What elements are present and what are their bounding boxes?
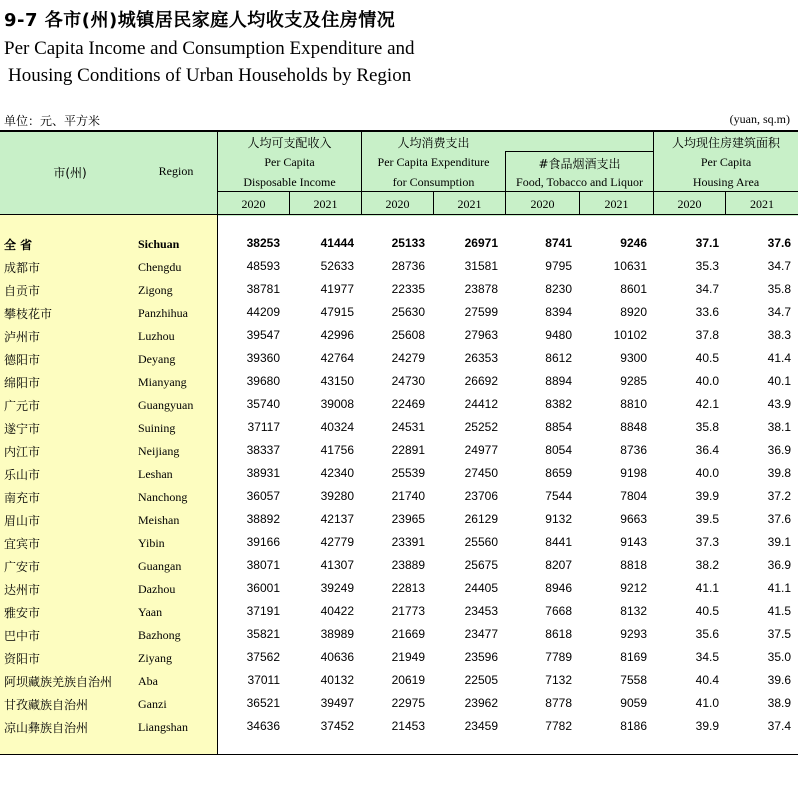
header-housing-en1: Per Capita bbox=[700, 155, 752, 169]
table-cell: 21773 bbox=[391, 604, 425, 618]
table-cell: 23878 bbox=[464, 282, 498, 296]
table-cell: 40422 bbox=[320, 604, 354, 618]
table-cell: 39497 bbox=[320, 696, 354, 710]
table-cell: 8169 bbox=[620, 650, 647, 664]
table-cell: 8054 bbox=[545, 443, 572, 457]
region-name-en: Deyang bbox=[138, 352, 176, 366]
table-cell: 22975 bbox=[391, 696, 425, 710]
region-name-en: Liangshan bbox=[138, 720, 188, 734]
table-cell: 26971 bbox=[464, 236, 498, 250]
header-year: 2020 bbox=[530, 197, 555, 211]
table-cell: 38253 bbox=[246, 236, 280, 250]
table-cell: 35.0 bbox=[767, 650, 791, 664]
region-name-cn: 遂宁市 bbox=[4, 422, 41, 436]
table-cell: 42764 bbox=[320, 351, 354, 365]
table-cell: 7132 bbox=[545, 673, 572, 687]
table-cell: 8186 bbox=[620, 719, 647, 733]
table-cell: 21453 bbox=[391, 719, 425, 733]
table-cell: 39547 bbox=[246, 328, 280, 342]
table-cell: 23459 bbox=[464, 719, 498, 733]
table-cell: 27963 bbox=[464, 328, 498, 342]
table-cell: 26353 bbox=[464, 351, 498, 365]
header-income-en1: Per Capita bbox=[264, 155, 315, 169]
table-cell: 26129 bbox=[464, 512, 498, 526]
table-cell: 34636 bbox=[246, 719, 280, 733]
table-cell: 35821 bbox=[246, 627, 280, 641]
table-cell: 36.9 bbox=[767, 558, 791, 572]
table-cell: 40.0 bbox=[695, 466, 719, 480]
table-cell: 35.8 bbox=[767, 282, 791, 296]
table-cell: 7668 bbox=[545, 604, 572, 618]
table-cell: 41.1 bbox=[695, 581, 719, 595]
region-name-en: Suining bbox=[138, 421, 176, 435]
header-income-en2: Disposable Income bbox=[243, 175, 336, 189]
table-cell: 33.6 bbox=[695, 305, 719, 319]
table-cell: 9663 bbox=[620, 512, 647, 526]
table-cell: 8848 bbox=[620, 420, 647, 434]
table-cell: 36001 bbox=[246, 581, 280, 595]
table-cell: 44209 bbox=[246, 305, 280, 319]
table-cell: 37.1 bbox=[695, 236, 719, 250]
table-cell: 38989 bbox=[320, 627, 354, 641]
table-cell: 22813 bbox=[391, 581, 425, 595]
table-cell: 39.1 bbox=[767, 535, 791, 549]
table-cell: 9143 bbox=[620, 535, 647, 549]
table-cell: 38931 bbox=[246, 466, 280, 480]
table-cell: 24977 bbox=[464, 443, 498, 457]
region-name-en: Chengdu bbox=[138, 260, 182, 274]
table-cell: 22891 bbox=[391, 443, 425, 457]
table-cell: 36521 bbox=[246, 696, 280, 710]
region-name-en: Bazhong bbox=[138, 628, 181, 642]
table-cell: 38337 bbox=[246, 443, 280, 457]
table-cell: 39249 bbox=[320, 581, 354, 595]
table-cell: 7544 bbox=[545, 489, 572, 503]
table-cell: 38071 bbox=[246, 558, 280, 572]
table-cell: 8778 bbox=[545, 696, 572, 710]
region-name-en: Yibin bbox=[138, 536, 165, 550]
table-cell: 37011 bbox=[247, 673, 280, 687]
table-cell: 34.7 bbox=[767, 259, 791, 273]
table-cell: 22335 bbox=[391, 282, 425, 296]
table-cell: 36.9 bbox=[767, 443, 791, 457]
region-name-cn: 自贡市 bbox=[4, 284, 41, 298]
header-housing-en2: Housing Area bbox=[692, 175, 760, 189]
table-cell: 38892 bbox=[246, 512, 280, 526]
table-cell: 23596 bbox=[464, 650, 498, 664]
table-cell: 8618 bbox=[545, 627, 572, 641]
table-cell: 25133 bbox=[391, 236, 425, 250]
table-cell: 25252 bbox=[464, 420, 498, 434]
table-cell: 40.1 bbox=[767, 374, 791, 388]
table-cell: 27450 bbox=[464, 466, 498, 480]
table-cell: 10102 bbox=[613, 328, 647, 342]
table-cell: 38.3 bbox=[767, 328, 791, 342]
header-income-cn: 人均可支配收入 bbox=[247, 136, 332, 150]
table-cell: 37.2 bbox=[767, 489, 791, 503]
region-name-cn: 宜宾市 bbox=[4, 537, 41, 551]
table-cell: 43.9 bbox=[767, 397, 791, 411]
table-cell: 47915 bbox=[320, 305, 354, 319]
table-cell: 41.5 bbox=[767, 604, 791, 618]
table-cell: 25539 bbox=[391, 466, 425, 480]
region-name-cn: 泸州市 bbox=[4, 330, 41, 344]
header-year: 2021 bbox=[750, 197, 774, 211]
region-name-cn: 成都市 bbox=[4, 261, 41, 275]
region-name-cn: 德阳市 bbox=[4, 353, 41, 367]
table-title-en-line1: Per Capita Income and Consumption Expenditure and bbox=[4, 38, 415, 59]
table-title-cn: 9-7 各市(州)城镇居民家庭人均收支及住房情况 bbox=[4, 10, 396, 31]
table-cell: 37.6 bbox=[767, 236, 791, 250]
region-name-cn: 甘孜藏族自治州 bbox=[4, 698, 89, 712]
table-cell: 36057 bbox=[246, 489, 280, 503]
region-name-en: Sichuan bbox=[138, 237, 180, 251]
table-cell: 24531 bbox=[391, 420, 425, 434]
table-cell: 37.6 bbox=[767, 512, 791, 526]
region-name-cn: 资阳市 bbox=[4, 652, 41, 666]
table-cell: 38.2 bbox=[695, 558, 719, 572]
region-name-cn: 阿坝藏族羌族自治州 bbox=[4, 675, 113, 689]
header-consumption-en2: for Consumption bbox=[392, 175, 475, 189]
table-cell: 42996 bbox=[320, 328, 354, 342]
region-name-cn: 达州市 bbox=[4, 583, 41, 597]
header-year: 2020 bbox=[241, 197, 266, 211]
table-cell: 35.6 bbox=[695, 627, 719, 641]
table-cell: 8601 bbox=[620, 282, 647, 296]
table-cell: 34.5 bbox=[695, 650, 719, 664]
region-name-cn: 全 省 bbox=[4, 238, 33, 252]
header-consumption-en1: Per Capita Expenditure bbox=[377, 155, 490, 169]
table-cell: 34.7 bbox=[695, 282, 719, 296]
table-cell: 39.5 bbox=[695, 512, 719, 526]
table-cell: 8854 bbox=[545, 420, 572, 434]
table-cell: 37452 bbox=[320, 719, 354, 733]
table-cell: 25630 bbox=[391, 305, 425, 319]
header-city-cn: 市(州) bbox=[53, 166, 87, 180]
table-cell: 27599 bbox=[464, 305, 498, 319]
region-name-cn: 广安市 bbox=[4, 560, 41, 574]
table-cell: 8441 bbox=[545, 535, 572, 549]
region-name-en: Zigong bbox=[138, 283, 173, 297]
table-cell: 39280 bbox=[320, 489, 354, 503]
table-cell: 24279 bbox=[391, 351, 425, 365]
table-cell: 9293 bbox=[620, 627, 647, 641]
table-cell: 24412 bbox=[464, 397, 498, 411]
table-cell: 8741 bbox=[545, 236, 572, 250]
header-year: 2021 bbox=[457, 197, 482, 211]
header-consumption-cn: 人均消费支出 bbox=[397, 136, 470, 150]
table-cell: 35.3 bbox=[695, 259, 719, 273]
table-cell: 38.9 bbox=[767, 696, 791, 710]
table-cell: 40.5 bbox=[695, 604, 719, 618]
table-cell: 35.8 bbox=[695, 420, 719, 434]
table-cell: 37562 bbox=[246, 650, 280, 664]
table-cell: 8230 bbox=[545, 282, 572, 296]
table-title-en-line2: Housing Conditions of Urban Households by Region bbox=[8, 65, 412, 86]
table-cell: 41444 bbox=[320, 236, 354, 250]
region-name-en: Nanchong bbox=[138, 490, 188, 504]
table-cell: 22469 bbox=[391, 397, 425, 411]
table-cell: 39680 bbox=[246, 374, 280, 388]
header-divider-line bbox=[217, 191, 798, 192]
unit-cn: 单位：元、平方米 bbox=[4, 114, 101, 128]
table-cell: 38.1 bbox=[767, 420, 791, 434]
table-cell: 20619 bbox=[391, 673, 425, 687]
table-cell: 35740 bbox=[246, 397, 280, 411]
table-cell: 7782 bbox=[545, 719, 572, 733]
header-divider-line bbox=[505, 151, 653, 152]
table-cell: 42137 bbox=[320, 512, 354, 526]
table-cell: 40636 bbox=[320, 650, 354, 664]
table-cell: 34.7 bbox=[767, 305, 791, 319]
table-cell: 8946 bbox=[545, 581, 572, 595]
table-cell: 9212 bbox=[620, 581, 647, 595]
region-name-en: Luzhou bbox=[138, 329, 175, 343]
table-cell: 39360 bbox=[246, 351, 280, 365]
table-cell: 9246 bbox=[620, 236, 647, 250]
table-cell: 25608 bbox=[391, 328, 425, 342]
table-cell: 7558 bbox=[620, 673, 647, 687]
table-cell: 38781 bbox=[246, 282, 280, 296]
table-cell: 39.6 bbox=[767, 673, 791, 687]
table-bottom-line bbox=[0, 754, 798, 755]
table-cell: 10631 bbox=[613, 259, 647, 273]
table-cell: 42.1 bbox=[695, 397, 719, 411]
table-cell: 41977 bbox=[320, 282, 354, 296]
table-cell: 9300 bbox=[620, 351, 647, 365]
table-cell: 8810 bbox=[620, 397, 647, 411]
header-food-en: Food, Tobacco and Liquor bbox=[516, 175, 643, 189]
table-cell: 42340 bbox=[320, 466, 354, 480]
table-cell: 37.5 bbox=[767, 627, 791, 641]
table-cell: 8207 bbox=[545, 558, 572, 572]
table-cell: 23453 bbox=[464, 604, 498, 618]
header-year: 2020 bbox=[677, 197, 702, 211]
table-cell: 7804 bbox=[620, 489, 647, 503]
table-cell: 37.8 bbox=[695, 328, 719, 342]
table-cell: 40.5 bbox=[695, 351, 719, 365]
table-cell: 9480 bbox=[545, 328, 572, 342]
region-name-cn: 眉山市 bbox=[4, 514, 41, 528]
table-cell: 28736 bbox=[391, 259, 425, 273]
table-cell: 9132 bbox=[545, 512, 572, 526]
table-cell: 8736 bbox=[620, 443, 647, 457]
table-cell: 8132 bbox=[620, 604, 647, 618]
unit-en: (yuan, sq.m) bbox=[729, 112, 790, 126]
table-cell: 40.4 bbox=[695, 673, 719, 687]
table-cell: 9059 bbox=[620, 696, 647, 710]
table-cell: 41.4 bbox=[767, 351, 791, 365]
table-cell: 40.0 bbox=[695, 374, 719, 388]
region-name-en: Neijiang bbox=[138, 444, 180, 458]
header-food-cn: #食品烟酒支出 bbox=[538, 157, 621, 171]
table-cell: 21669 bbox=[391, 627, 425, 641]
region-name-en: Meishan bbox=[138, 513, 180, 527]
region-name-cn: 乐山市 bbox=[4, 468, 41, 482]
table-cell: 21740 bbox=[391, 489, 425, 503]
table-cell: 23477 bbox=[464, 627, 498, 641]
region-name-en: Panzhihua bbox=[138, 306, 188, 320]
table-cell: 41.0 bbox=[695, 696, 719, 710]
table-cell: 8659 bbox=[545, 466, 572, 480]
region-name-en: Ganzi bbox=[138, 697, 167, 711]
table-cell: 9285 bbox=[620, 374, 647, 388]
table-cell: 43150 bbox=[320, 374, 354, 388]
table-cell: 39166 bbox=[246, 535, 280, 549]
table-cell: 39.9 bbox=[695, 489, 719, 503]
table-cell: 22505 bbox=[464, 673, 498, 687]
header-year: 2020 bbox=[385, 197, 410, 211]
table-cell: 39.8 bbox=[767, 466, 791, 480]
header-region-en: Region bbox=[158, 164, 194, 178]
table-cell: 41756 bbox=[320, 443, 354, 457]
table-cell: 39.9 bbox=[695, 719, 719, 733]
region-name-cn: 凉山彝族自治州 bbox=[4, 721, 89, 735]
table-cell: 21949 bbox=[391, 650, 425, 664]
region-name-en: Ziyang bbox=[138, 651, 172, 665]
region-name-en: Yaan bbox=[138, 605, 163, 619]
table-cell: 25675 bbox=[464, 558, 498, 572]
table-cell: 36.4 bbox=[695, 443, 719, 457]
region-name-en: Guangyuan bbox=[138, 398, 194, 412]
region-name-en: Guangan bbox=[138, 559, 182, 573]
table-cell: 23962 bbox=[464, 696, 498, 710]
table-cell: 52633 bbox=[320, 259, 354, 273]
table-cell: 8394 bbox=[545, 305, 572, 319]
table-cell: 26692 bbox=[464, 374, 498, 388]
table-cell: 37.4 bbox=[767, 719, 791, 733]
table-cell: 23965 bbox=[391, 512, 425, 526]
table-cell: 23889 bbox=[391, 558, 425, 572]
table-cell: 23391 bbox=[391, 535, 425, 549]
table-cell: 31581 bbox=[464, 259, 498, 273]
header-year: 2021 bbox=[313, 197, 338, 211]
header-bottom-line bbox=[0, 214, 798, 215]
header-year: 2021 bbox=[604, 197, 629, 211]
table-cell: 9795 bbox=[545, 259, 572, 273]
region-name-cn: 南充市 bbox=[4, 491, 41, 505]
table-cell: 8382 bbox=[545, 397, 572, 411]
region-name-cn: 广元市 bbox=[4, 399, 41, 413]
table-cell: 37.3 bbox=[695, 535, 719, 549]
table-cell: 41307 bbox=[320, 558, 354, 572]
table-cell: 24730 bbox=[391, 374, 425, 388]
table-cell: 7789 bbox=[545, 650, 572, 664]
region-name-cn: 雅安市 bbox=[4, 606, 41, 620]
region-name-cn: 绵阳市 bbox=[4, 376, 41, 390]
table-cell: 37117 bbox=[247, 420, 280, 434]
header-housing-cn: 人均现住房建筑面积 bbox=[671, 136, 780, 150]
table-cell: 9198 bbox=[620, 466, 647, 480]
table-cell: 41.1 bbox=[767, 581, 791, 595]
table-cell: 24405 bbox=[464, 581, 498, 595]
region-name-en: Dazhou bbox=[138, 582, 176, 596]
table-cell: 48593 bbox=[246, 259, 280, 273]
region-name-cn: 内江市 bbox=[4, 445, 41, 459]
table-cell: 8894 bbox=[545, 374, 572, 388]
table-cell: 42779 bbox=[320, 535, 354, 549]
region-name-cn: 巴中市 bbox=[4, 629, 41, 643]
table-cell: 40132 bbox=[320, 673, 354, 687]
region-name-cn: 攀枝花市 bbox=[4, 307, 53, 321]
table-cell: 37191 bbox=[246, 604, 280, 618]
table-cell: 8612 bbox=[545, 351, 572, 365]
table-cell: 40324 bbox=[320, 420, 354, 434]
table-cell: 25560 bbox=[464, 535, 498, 549]
table-cell: 23706 bbox=[464, 489, 498, 503]
region-name-en: Aba bbox=[138, 674, 158, 688]
region-name-en: Mianyang bbox=[138, 375, 187, 389]
table-cell: 39008 bbox=[320, 397, 354, 411]
table-cell: 8818 bbox=[620, 558, 647, 572]
region-name-en: Leshan bbox=[138, 467, 173, 481]
table-cell: 8920 bbox=[620, 305, 647, 319]
